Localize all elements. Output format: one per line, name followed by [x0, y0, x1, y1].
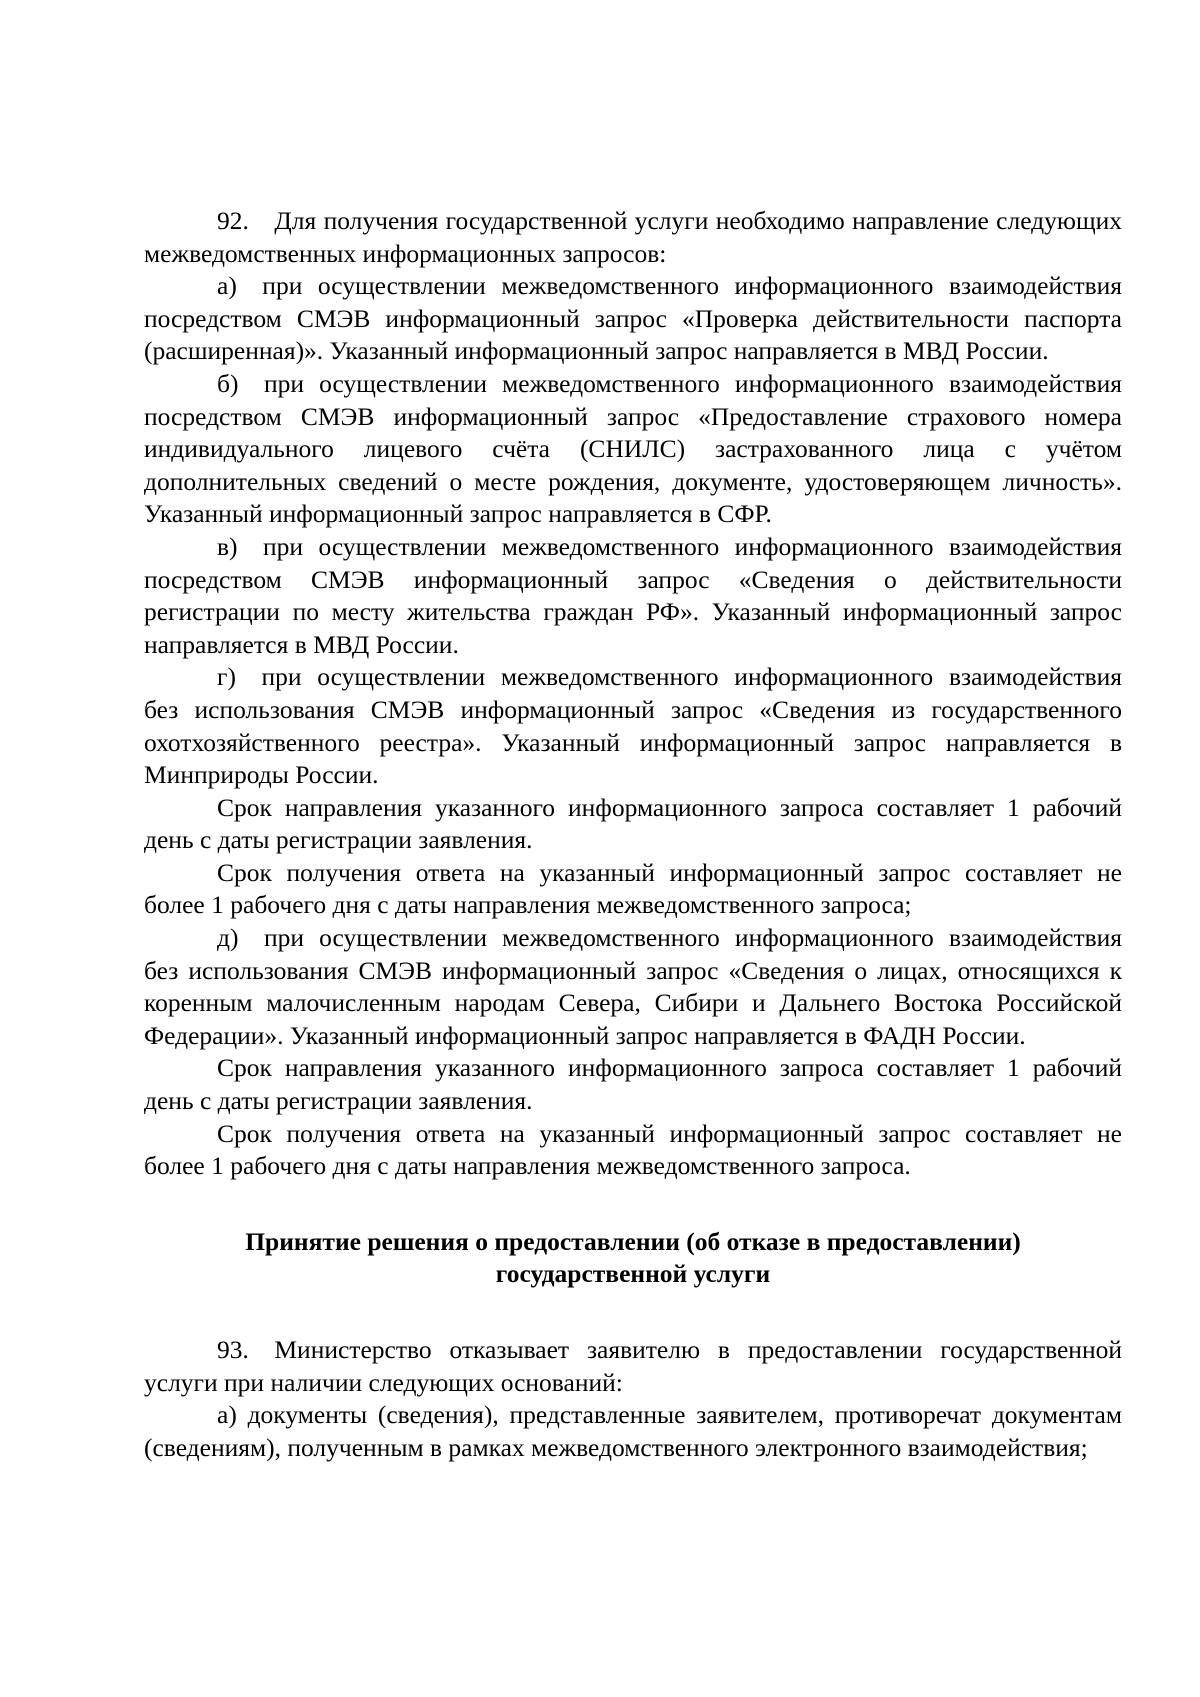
- paragraph-deadline-send-1: Срок направления указанного информационного запроса составляет 1 рабочий день с даты регистрации заявления.: [144, 792, 1122, 855]
- paragraph-92-g: г) при осуществлении межведомственного информационного взаимодействия без использования СМЭВ информационный запрос «Сведения из государственного охотхозяйственного реестра». Указанный информационный запрос направляется в Минприроды России.: [144, 662, 1122, 790]
- paragraph-93-a: а) документы (сведения), представленные заявителем, противоречат документам (сведениям), полученным в рамках межведомственного электронного взаимодействия;: [144, 1400, 1122, 1462]
- paragraph-deadline-reply-2: Срок получения ответа на указанный информационный запрос составляет не более 1 рабочего дня с даты направления межведомственного запроса.: [144, 1118, 1122, 1181]
- section-heading: [144, 1226, 1122, 1291]
- paragraph-92: 92. Для получения государственной услуги необходимо направление следующих межведомственных информационных запросов:: [144, 206, 1122, 268]
- section-heading-line-1: Принятие решения о предоставлении (об отказе в предоставлении): [245, 1226, 1021, 1256]
- section-heading-line-2: государственной услуги: [495, 1259, 771, 1289]
- document-page: [144, 205, 1122, 1464]
- paragraph-92-d: д) при осуществлении межведомственного информационного взаимодействия без использования СМЭВ информационный запрос «Сведения о лицах, относящихся к коренным малочисленным народам Севера, Сибири и Дальнего Востока Российской Федерации». Указанный информационный запрос направляется в ФАДН России.: [144, 923, 1122, 1050]
- paragraph-93: 93. Министерство отказывает заявителю в предоставлении государственной услуги при наличии следующих оснований:: [144, 1335, 1122, 1397]
- paragraph-deadline-reply-1: Срок получения ответа на указанный информационный запрос составляет не более 1 рабочего дня с даты направления межведомственного запроса;: [144, 857, 1122, 920]
- paragraph-92-b: б) при осуществлении межведомственного информационного взаимодействия посредством СМЭВ информационный запрос «Предоставление страхового номера индивидуального лицевого счёта (СНИЛС) застрахованного лица с учётом дополнительных сведений о месте рождения, документе, удостоверяющем личность». Указанный информационный запрос направляется в СФР.: [144, 368, 1122, 529]
- paragraph-92-v: в) при осуществлении межведомственного информационного взаимодействия посредством СМЭВ информационный запрос «Сведения о действительности регистрации по месту жительства граждан РФ». Указанный информационный запрос направляется в МВД России.: [144, 531, 1122, 659]
- paragraph-92-a: а) при осуществлении межведомственного информационного взаимодействия посредством СМЭВ информационный запрос «Проверка действительности паспорта (расширенная)». Указанный информационный запрос направляется в МВД России.: [144, 271, 1122, 366]
- paragraph-deadline-send-2: Срок направления указанного информационного запроса составляет 1 рабочий день с даты регистрации заявления.: [144, 1053, 1122, 1116]
